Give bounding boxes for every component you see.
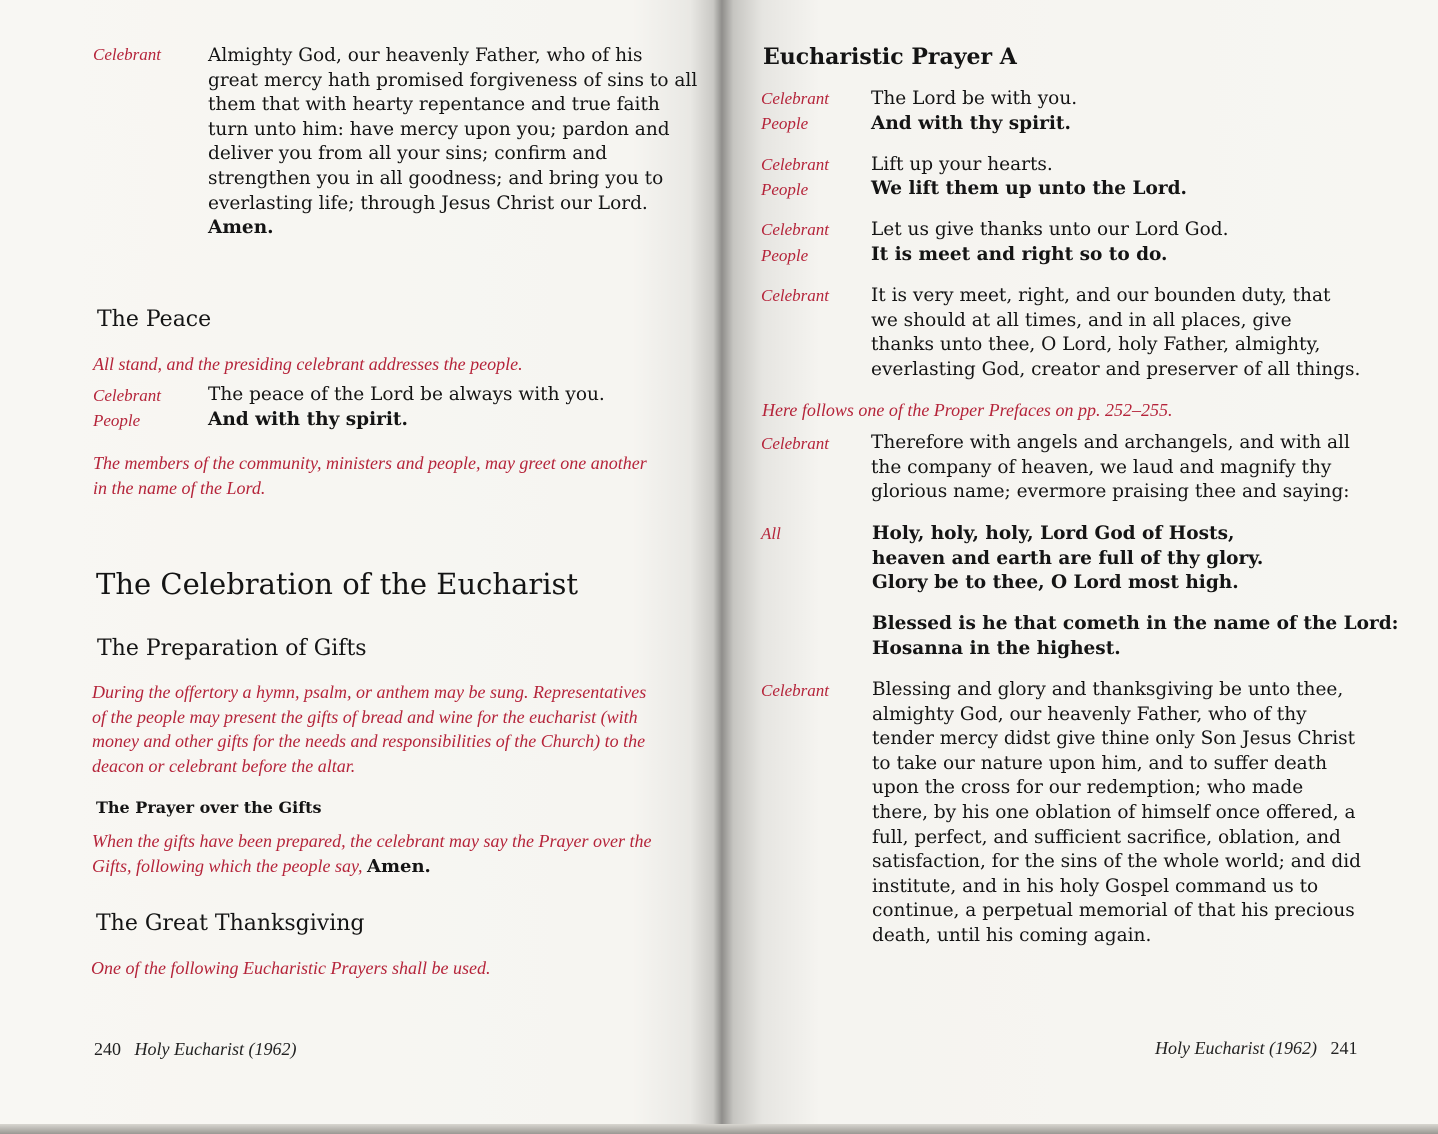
heading-the-peace: The Peace [97, 307, 212, 332]
heading-prayer-over-gifts: The Prayer over the Gifts [96, 798, 322, 817]
page-number: 240 [94, 1039, 121, 1059]
right-page [723, 0, 1438, 1134]
role-label: Celebrant [93, 45, 161, 64]
role-label: Celebrant [761, 220, 829, 239]
role-label: People [93, 411, 141, 430]
role-label: People [761, 180, 809, 199]
preface-text: It is very meet, right, and our bounden duty, that we should at all times, and in all places, give thanks unto thee, O Lord, holy Father, almighty, everlasting God, creator and preserver of all things. [871, 285, 1361, 380]
page-number: 241 [1330, 1038, 1358, 1058]
peace-response: And with thy spirit. [208, 409, 408, 430]
left-page [0, 0, 715, 1134]
angels-text: Therefore with angels and archangels, and with all the company of heaven, we laud and magnify thy glorious name; evermore praising thee and saying: [871, 432, 1350, 503]
book-edge [0, 1124, 1438, 1134]
right-footer [1155, 1038, 1357, 1059]
rubric-gifts: When the gifts have been prepared, the celebrant may say the Prayer over the Gifts, following which the people say, Amen. [92, 831, 652, 877]
blessing-text: Blessing and glory and thanksgiving be unto thee, almighty God, our heavenly Father, who of thy tender mercy didst give thine only Son Jesus Christ to take our nature upon him, and to suffer death upon the cross for our redemption; who made there, by his one oblation of himself once offered, a full, perfect, and sufficient sacrifice, oblation, and satisfaction, for the sins of the whole world; and did institute, and in his holy Gospel command us to continue, a perpetual memorial of that his precious death, until his coming again. [872, 679, 1361, 946]
role-label: Celebrant [761, 89, 829, 108]
role-label: Celebrant [761, 434, 829, 453]
heading-preparation: The Preparation of Gifts [97, 636, 367, 661]
role-label: Celebrant [93, 386, 161, 405]
rubric-proper-prefaces: Here follows one of the Proper Prefaces on pp. 252–255. [762, 400, 1173, 420]
dialog-response: We lift them up unto the Lord. [871, 178, 1187, 199]
rubric-offertory: During the offertory a hymn, psalm, or anthem may be sung. Representatives of the people may present the gifts of bread and wine for the eucharist (with money and other gifts for the needs and responsibilities of the Church) to the deacon or celebrant before the altar. [92, 682, 647, 776]
role-label: Celebrant [761, 286, 829, 305]
role-label: People [761, 114, 809, 133]
rubric-eucharistic-prayers: One of the following Eucharistic Prayers shall be used. [91, 958, 491, 978]
heading-great-thanksgiving: The Great Thanksgiving [96, 911, 365, 936]
role-label: Celebrant [761, 681, 829, 700]
dialog-line: Lift up your hearts. [871, 154, 1053, 175]
running-title: Holy Eucharist (1962) [134, 1039, 297, 1059]
role-label: All [761, 524, 781, 543]
dialog-line: Let us give thanks unto our Lord God. [871, 219, 1229, 240]
benedictus-text: Blessed is he that cometh in the name of the Lord: Hosanna in the highest. [872, 613, 1399, 659]
amen-inline: Amen. [366, 855, 431, 877]
heading-celebration: The Celebration of the Eucharist [96, 567, 579, 601]
absolution-text: Almighty God, our heavenly Father, who of his great mercy hath promised forgiveness of sins to all them that with hearty repentance and true faith turn unto him: have mercy upon you; pardon and deliver you from all your sins; confirm and strengthen you in all goodness; and bring you to everlasting life; through Jesus Christ our Lord. Amen. [208, 44, 697, 241]
rubric-all-stand: All stand, and the presiding celebrant addresses the people. [93, 354, 523, 374]
running-title: Holy Eucharist (1962) [1155, 1038, 1317, 1058]
amen-response: Amen. [208, 217, 274, 239]
dialog-line: The Lord be with you. [871, 88, 1078, 109]
dialog-response: It is meet and right so to do. [871, 244, 1168, 265]
peace-line: The peace of the Lord be always with you. [208, 384, 605, 405]
dialog-response: And with thy spirit. [871, 113, 1071, 134]
heading-eucharistic-prayer-a: Eucharistic Prayer A [763, 44, 1017, 70]
role-label: People [761, 246, 809, 265]
rubric-greet: The members of the community, ministers and people, may greet one another in the name of the Lord. [93, 453, 647, 498]
role-label: Celebrant [761, 155, 829, 174]
sanctus-text: Holy, holy, holy, Lord God of Hosts, heaven and earth are full of thy glory. Glory be to thee, O Lord most high. [872, 523, 1264, 594]
left-footer [94, 1039, 296, 1060]
